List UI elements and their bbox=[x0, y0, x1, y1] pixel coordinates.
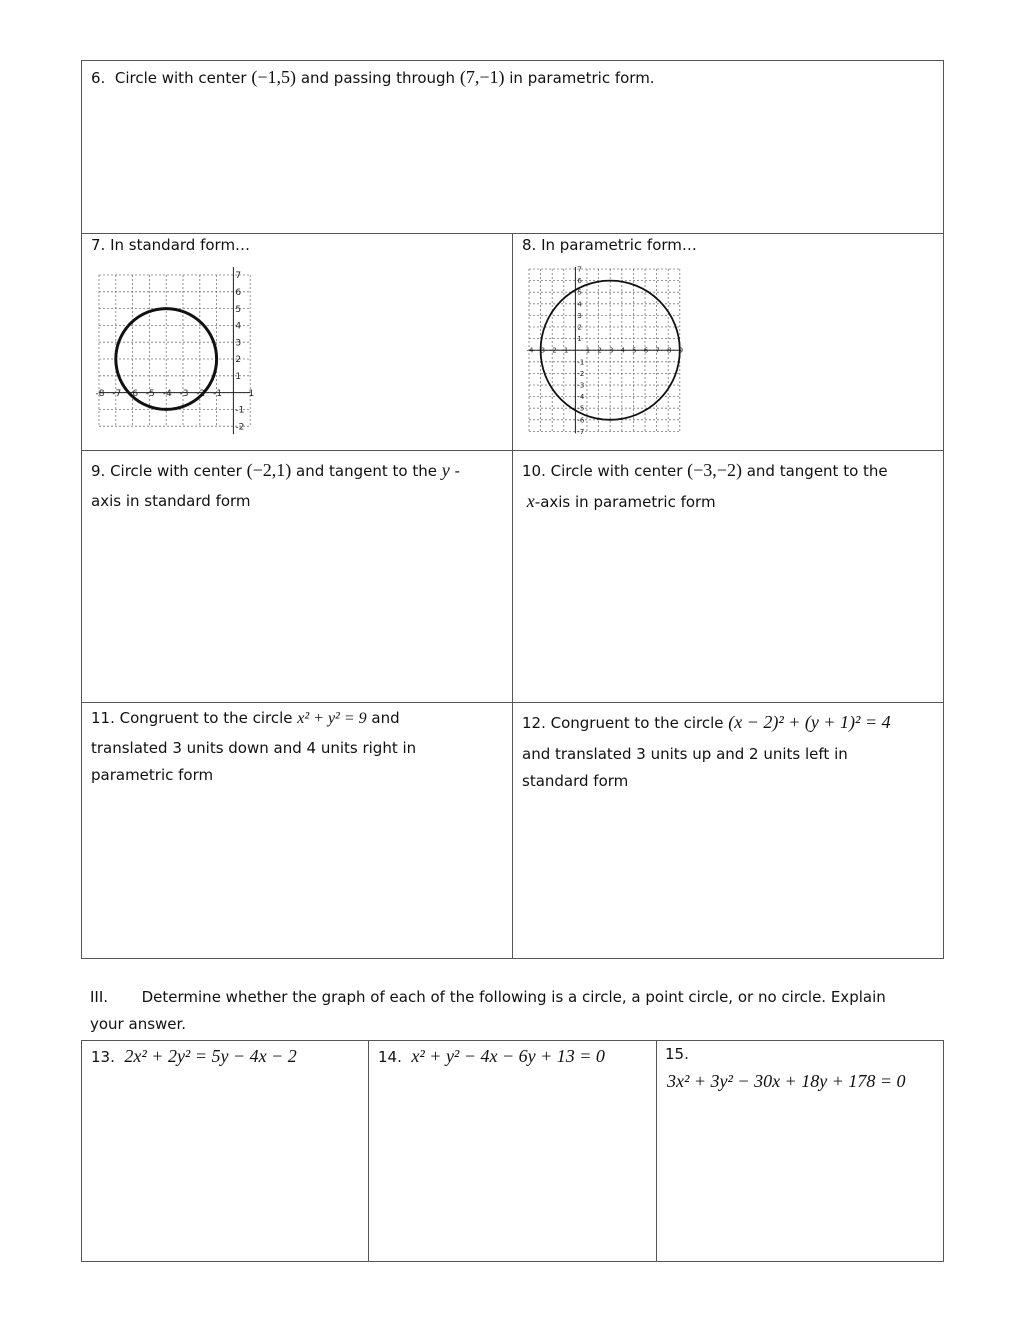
problems-grid bbox=[81, 233, 944, 959]
problem-13 bbox=[91, 1043, 297, 1071]
y-tick-label: -4 bbox=[577, 393, 585, 402]
row-divider-2 bbox=[82, 702, 943, 703]
p6-b: and passing through bbox=[300, 69, 456, 87]
section-instructions: Determine whether the graph of each of the following is a circle, a point circle, or no circle. Explain bbox=[141, 988, 886, 1006]
p12-line3: standard form bbox=[522, 772, 629, 790]
section-roman: III. bbox=[90, 988, 109, 1006]
x-tick-label: -5 bbox=[145, 388, 155, 399]
p9-axis-var: y bbox=[441, 460, 450, 480]
x-tick-label: -3 bbox=[179, 388, 189, 399]
y-tick-label: 5 bbox=[577, 288, 582, 297]
y-tick-label: 7 bbox=[235, 271, 242, 282]
y-tick-label: 4 bbox=[577, 300, 582, 309]
x-tick-label: -8 bbox=[95, 388, 105, 399]
column-divider bbox=[512, 233, 513, 958]
p11-a: 11. Congruent to the circle bbox=[91, 709, 293, 727]
x-tick-label: -4 bbox=[162, 388, 172, 399]
p12-equation: (x − 2)² + (y + 1)² = 4 bbox=[728, 712, 891, 732]
graph-7-grid bbox=[96, 267, 255, 434]
y-tick-label: 2 bbox=[235, 355, 242, 366]
problem-7-title: 7. In standard form… bbox=[91, 236, 251, 254]
p6-center: (−1,5) bbox=[251, 67, 297, 87]
x-tick-label: -2 bbox=[549, 346, 557, 355]
p6-c: in parametric form. bbox=[509, 69, 655, 87]
p12-line2: and translated 3 units up and 2 units left in bbox=[522, 745, 848, 763]
p12-a: 12. Congruent to the circle bbox=[522, 714, 724, 732]
y-tick-label: 6 bbox=[235, 287, 242, 298]
p6-num: 6. bbox=[91, 69, 106, 87]
x-tick-label: -1 bbox=[561, 346, 569, 355]
x-tick-label: -6 bbox=[129, 388, 139, 399]
p11-line2: translated 3 units down and 4 units right in bbox=[91, 739, 417, 757]
problem-6-box bbox=[81, 60, 944, 234]
p14-equation: x² + y² − 4x − 6y + 13 = 0 bbox=[411, 1046, 605, 1066]
x-tick-label: -2 bbox=[196, 388, 206, 399]
p6-point: (7,−1) bbox=[459, 67, 505, 87]
p15-equation: 3x² + 3y² − 30x + 18y + 178 = 0 bbox=[667, 1071, 906, 1091]
problem-12-text bbox=[522, 707, 891, 795]
x-tick-label: 5 bbox=[632, 346, 637, 355]
graph-7 bbox=[87, 259, 277, 445]
p9-line2: axis in standard form bbox=[91, 492, 251, 510]
y-tick-label: 3 bbox=[577, 311, 582, 320]
x-tick-label: 1 bbox=[248, 388, 255, 399]
y-tick-label: -1 bbox=[577, 358, 585, 367]
problem-15 bbox=[665, 1041, 905, 1095]
y-tick-label: -7 bbox=[577, 427, 585, 436]
y-tick-label: -2 bbox=[235, 422, 245, 433]
problem-9-text bbox=[91, 454, 460, 515]
problem-10-text bbox=[522, 454, 888, 516]
y-tick-label: 2 bbox=[577, 323, 582, 332]
p9-a: 9. Circle with center bbox=[91, 462, 242, 480]
p11-b: and bbox=[371, 709, 400, 727]
graph-8-grid bbox=[527, 265, 684, 435]
y-tick-label: -5 bbox=[577, 404, 585, 413]
p15-num: 15. bbox=[665, 1045, 689, 1063]
y-tick-label: 3 bbox=[235, 338, 242, 349]
divider-14-15 bbox=[656, 1041, 657, 1261]
y-tick-label: 5 bbox=[235, 304, 242, 315]
y-tick-label: 1 bbox=[235, 371, 242, 382]
x-tick-label: 9 bbox=[678, 346, 684, 355]
p10-center: (−3,−2) bbox=[687, 460, 742, 480]
x-tick-label: 1 bbox=[585, 346, 591, 355]
problem-8-title: 8. In parametric form… bbox=[522, 236, 697, 254]
p9-center: (−2,1) bbox=[246, 460, 292, 480]
p10-b: and tangent to the bbox=[746, 462, 888, 480]
p10-axis-var: x bbox=[526, 491, 535, 511]
graph-8 bbox=[519, 259, 689, 445]
p11-equation: x² + y² = 9 bbox=[297, 710, 367, 727]
y-tick-label: 6 bbox=[577, 277, 582, 286]
y-tick-label: 1 bbox=[577, 335, 582, 344]
problem-6-text bbox=[91, 64, 655, 92]
problems-13-15-box bbox=[81, 1040, 944, 1262]
x-tick-label: 4 bbox=[620, 346, 626, 355]
row-divider-1 bbox=[82, 450, 943, 451]
x-tick-label: -7 bbox=[112, 388, 122, 399]
x-tick-label: 2 bbox=[597, 346, 602, 355]
p11-line3: parametric form bbox=[91, 766, 214, 784]
y-tick-label: -3 bbox=[577, 381, 585, 390]
y-tick-label: -2 bbox=[577, 369, 585, 378]
problem-14 bbox=[378, 1043, 605, 1071]
y-tick-label: -6 bbox=[577, 416, 585, 425]
y-tick-label: -1 bbox=[235, 405, 245, 416]
x-tick-label: 8 bbox=[666, 346, 672, 355]
x-tick-label: 7 bbox=[655, 346, 660, 355]
p10-line2: -axis in parametric form bbox=[534, 493, 716, 511]
problem-11-text bbox=[91, 705, 416, 789]
x-tick-label: -3 bbox=[538, 346, 546, 355]
p9-b: and tangent to the bbox=[296, 462, 437, 480]
x-tick-label: -4 bbox=[526, 346, 534, 355]
p13-equation: 2x² + 2y² = 5y − 4x − 2 bbox=[124, 1046, 297, 1066]
p6-a: Circle with center bbox=[114, 69, 247, 87]
p14-num: 14. bbox=[378, 1048, 402, 1066]
section-iii-heading bbox=[90, 984, 950, 1038]
x-tick-label: 3 bbox=[608, 346, 614, 355]
p13-num: 13. bbox=[91, 1048, 115, 1066]
y-tick-label: 4 bbox=[235, 321, 242, 332]
p9-dash: - bbox=[454, 462, 460, 480]
x-tick-label: 6 bbox=[643, 346, 649, 355]
y-tick-label: 7 bbox=[577, 265, 582, 274]
p10-a: 10. Circle with center bbox=[522, 462, 683, 480]
divider-13-14 bbox=[368, 1041, 369, 1261]
section-instructions-line2: your answer. bbox=[90, 1015, 187, 1033]
x-tick-label: -1 bbox=[213, 388, 223, 399]
